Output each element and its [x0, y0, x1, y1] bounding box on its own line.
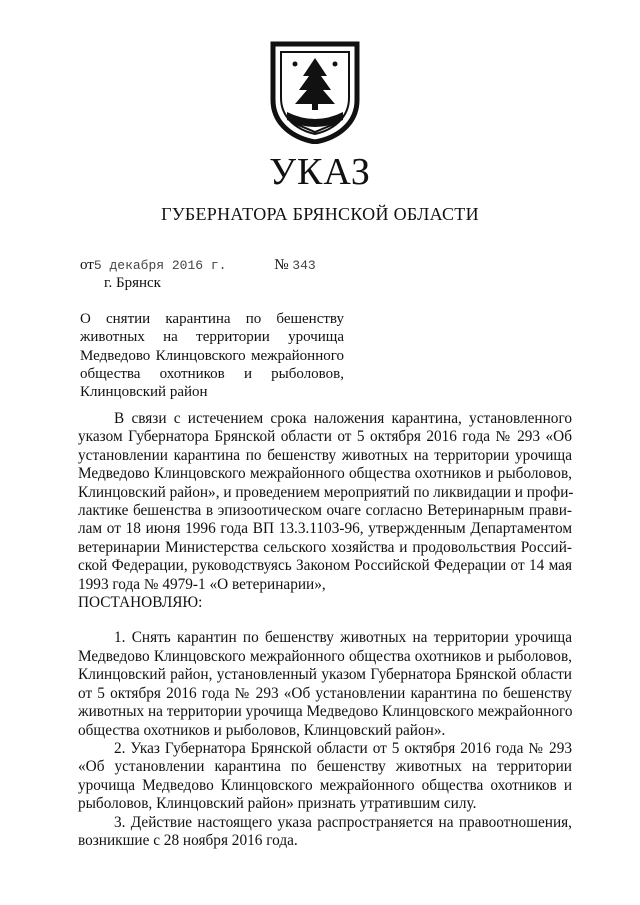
text-line: ветеринарии Министерства сельского хозяйства и продовольствия Россий- — [78, 538, 572, 556]
document-body — [78, 410, 572, 850]
document-subtitle: ГУБЕРНАТОРА БРЯНСКОЙ ОБЛАСТИ — [161, 204, 479, 224]
text-line: установлении карантина по бешенству животных на территории урочища — [78, 446, 572, 464]
text-line: «Об установлении карантина по бешенству животных на территории — [78, 758, 572, 776]
text-line: В связи с истечением срока наложения карантина, установленного — [114, 410, 572, 427]
text-line: лам от 18 июня 1996 года ВП 13.3.1103-96, утвержденным Департаментом — [78, 520, 572, 538]
text-line: ской Федерации, руководствуясь Законом Российской Федерации от 14 мая — [78, 557, 572, 575]
subject-line: животных на территории урочища — [80, 329, 344, 346]
decree-item-1 — [78, 629, 572, 739]
text-line: общества охотников и рыболовов, Клинцовский район». — [78, 721, 446, 739]
text-line: Клинцовский район», и проведением мероприятий по ликвидации и профи- — [78, 483, 574, 501]
text-line: возникшие с 28 ноября 2016 года. — [78, 831, 298, 849]
text-line: рыболовов, Клинцовский район» признать утратившим силу. — [78, 795, 477, 813]
text-line: лактике бешенства в эпизоотическом очаге согласно Ветеринарным прави- — [78, 502, 572, 520]
subject-line: общества охотников и рыболовов, — [80, 365, 344, 382]
text-line: 2. Указ Губернатора Брянской области от 5 октября 2016 года № 293 — [114, 739, 572, 757]
text-line: 1. Снять карантин по бешенству животных на территории урочища — [114, 629, 572, 647]
text-line: указом Губернатора Брянской области от 5 октября 2016 года № 293 «Об — [78, 428, 572, 446]
document-title: УКАЗ — [269, 151, 371, 193]
text-line: 3. Действие настоящего указа распространяется на правоотношения, — [114, 813, 572, 831]
subject-line: Медведово Клинцовского межрайонного — [80, 347, 344, 364]
text-line: 1993 года № 4979-1 «О ветеринарии», — [78, 575, 326, 593]
city: г. Брянск — [104, 275, 161, 291]
decree-item-3 — [78, 814, 572, 851]
document-number: 343 — [292, 258, 316, 273]
date-prefix: от — [80, 257, 94, 273]
date-number-line — [80, 256, 316, 275]
text-line: животных на территории урочища Медведово Клинцовского межрайонного — [78, 703, 573, 721]
text-line: Клинцовский район, установленный указом Губернатора Брянской области — [78, 666, 572, 684]
decree-item-2 — [78, 740, 572, 814]
subject-line: Клинцовский район — [80, 384, 208, 401]
text-line: Медведово Клинцовского межрайонного общества охотников и рыболовов, — [78, 647, 572, 665]
number-label: № — [274, 257, 289, 273]
subject-line: О снятии карантина по бешенству — [80, 311, 344, 327]
text-line: урочища Медведово Клинцовского межрайонного общества охотников и — [78, 776, 572, 794]
decree-word: ПОСТАНОВЛЯЮ: — [78, 594, 203, 612]
bryansk-coat-of-arms-icon — [267, 40, 363, 144]
document-subject — [80, 310, 344, 401]
document-date: 5 декабря 2016 г. — [93, 258, 227, 273]
preamble — [78, 410, 572, 612]
text-line: от 5 октября 2016 года № 293 «Об установлении карантина по бешенству — [78, 684, 572, 702]
text-line: Медведово Клинцовского межрайонного общества охотников и рыболовов, — [78, 465, 572, 483]
